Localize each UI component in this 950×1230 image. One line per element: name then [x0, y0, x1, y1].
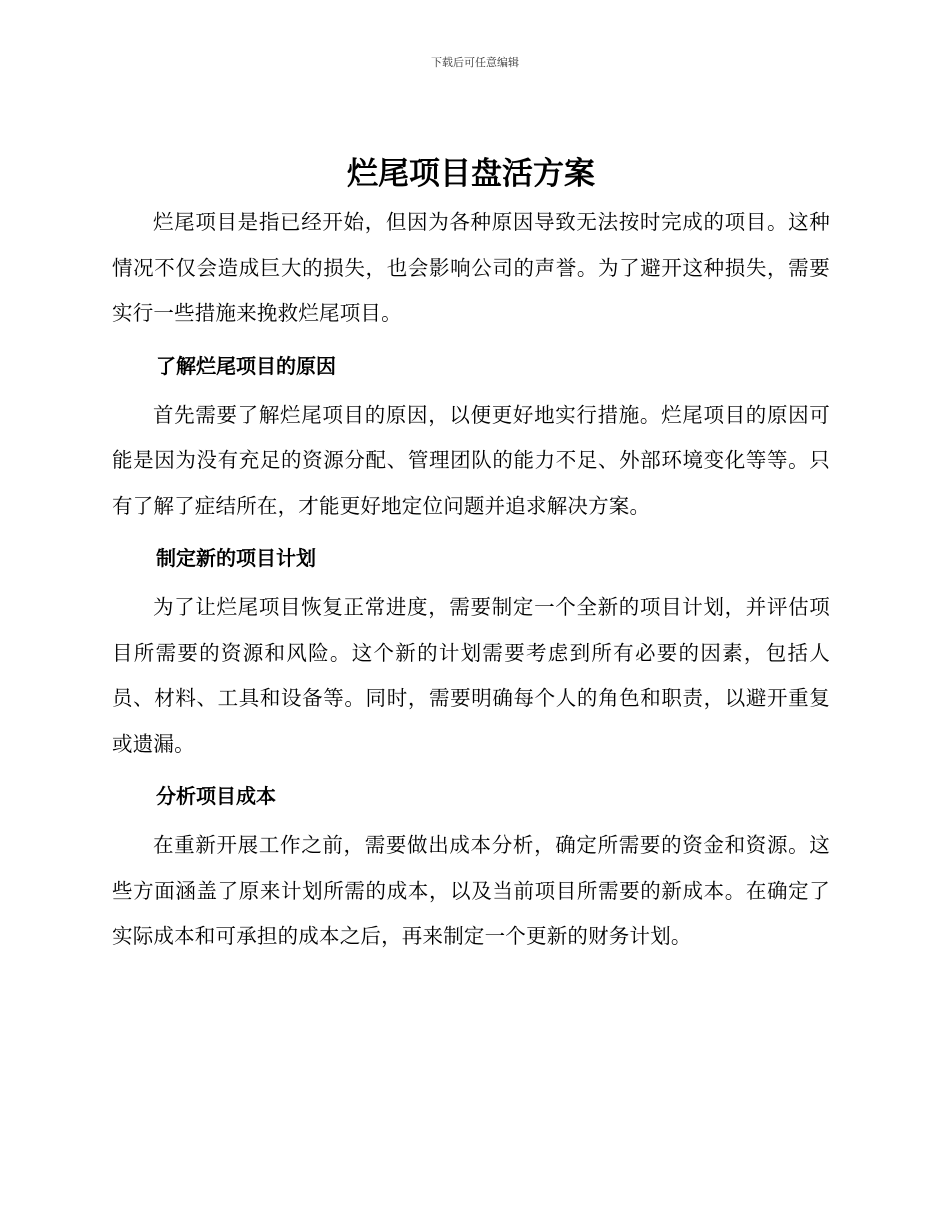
section-heading-new-plan: 制定新的项目计划 [156, 546, 316, 570]
section-paragraph-new-plan: 为了让烂尾项目恢复正常进度，需要制定一个全新的项目计划，并评估项目所需要的资源和风险。这个新的计划需要考虑到所有必要的因素，包括人员、材料、工具和设备等。同时，需要明确每个人的角色和职责，以避开重复或遗漏。 [112, 595, 830, 756]
page-header-note: 下载后可任意编辑 [431, 56, 519, 69]
document-body [112, 148, 830, 960]
document-title: 烂尾项目盘活方案 [347, 156, 595, 192]
section-paragraph-causes: 首先需要了解烂尾项目的原因，以便更好地实行措施。烂尾项目的原因可能是因为没有充足的资源分配、管理团队的能力不足、外部环境变化等等。只有了解了症结所在，才能更好地定位问题并追求解决方案。 [112, 402, 830, 518]
section-heading-causes: 了解烂尾项目的原因 [156, 353, 336, 378]
section-paragraph-cost-analysis: 在重新开展工作之前，需要做出成本分析，确定所需要的资金和资源。这些方面涵盖了原来计划所需的成本，以及当前项目所需要的新成本。在确定了实际成本和可承担的成本之后，再来制定一个更新的财务计划。 [112, 833, 830, 948]
intro-paragraph: 烂尾项目是指已经开始，但因为各种原因导致无法按时完成的项目。这种情况不仅会造成巨大的损失，也会影响公司的声誉。为了避开这种损失，需要实行一些措施来挽救烂尾项目。 [112, 210, 830, 325]
section-heading-cost-analysis: 分析项目成本 [156, 784, 276, 808]
